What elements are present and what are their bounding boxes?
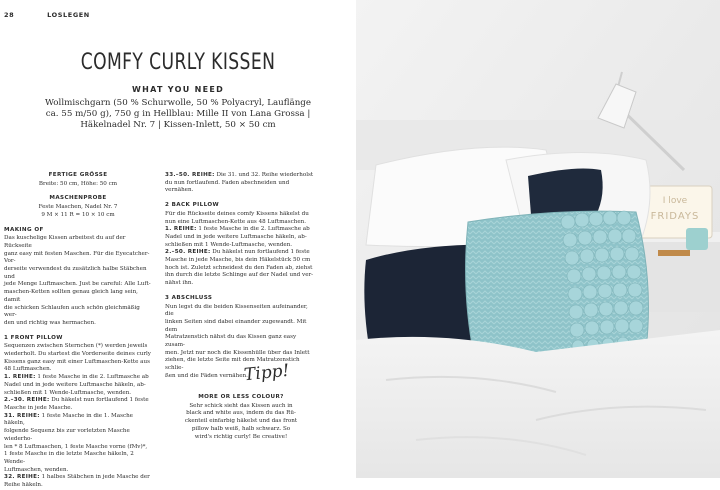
back-pillow-line bbox=[165, 280, 317, 288]
lightbox-line: I love bbox=[662, 196, 688, 206]
lightbox-line: FRIDAYS bbox=[650, 211, 700, 222]
row-label: 32. REIHE: bbox=[4, 474, 40, 481]
line-text: nähst ihn. bbox=[165, 280, 194, 287]
text-column-left bbox=[4, 172, 152, 490]
row-label: 1. REIHE: bbox=[165, 226, 197, 233]
back-pillow-line bbox=[165, 211, 317, 219]
materials-text bbox=[30, 98, 326, 132]
row-label: 1. REIHE: bbox=[4, 374, 36, 381]
cushion-photo bbox=[356, 0, 720, 478]
line-text: 1 feste Masche in die 2. Luftmasche ab bbox=[196, 226, 310, 233]
making-of-heading: MAKING OF bbox=[4, 226, 44, 233]
front-pillow-line bbox=[4, 451, 152, 466]
line-text: Du häkelst nun fortlaufend 1 feste bbox=[210, 249, 310, 256]
back-pillow-line bbox=[165, 265, 317, 273]
line-text: 1 halbes Stäbchen in jede Masche der bbox=[39, 474, 150, 481]
line-text: Reihe häkeln. bbox=[4, 482, 43, 489]
page-number: 28 bbox=[4, 11, 15, 19]
line-text: wiederholt. Du startest die Vorderseite deines curly bbox=[4, 351, 151, 358]
finish-heading: 3 ABSCHLUSS bbox=[165, 294, 213, 301]
row-label: 33.–50. REIHE: bbox=[165, 172, 215, 178]
materials-line: ca. 55 m/50 g), 750 g in Hellblau: Mille II von Lana Grossa | bbox=[45, 109, 311, 120]
front-pillow-line bbox=[4, 467, 152, 475]
front-pillow-line bbox=[4, 397, 152, 405]
size-heading: FERTIGE GRÖSSE bbox=[48, 172, 108, 178]
front-pillow-line bbox=[4, 374, 152, 382]
tip-line: ckenteil einfarbig häkelst und das front bbox=[184, 418, 298, 425]
line-text: folgende Sequenz bis zur vorletzten Masche wiederho- bbox=[4, 428, 130, 442]
front-pillow-line bbox=[4, 366, 152, 374]
line-text: Masche in jede Masche, bis dein Häkelstück 50 cm bbox=[165, 257, 311, 264]
making-of-line: jede Menge Luftmaschen. Just be careful: Alle Luft- bbox=[4, 281, 151, 288]
line-text: Die 31. und 32. Reihe wiederholst bbox=[214, 172, 314, 178]
rows-continued-text bbox=[165, 172, 317, 195]
line-text: Nadel und in jede weitere Luftmasche häkeln, ab- bbox=[165, 233, 307, 240]
front-pillow-text bbox=[4, 343, 152, 489]
line-text: schließen mit 1 Wende-Luftmasche, wenden. bbox=[4, 389, 132, 396]
front-pillow-line bbox=[4, 351, 152, 359]
front-pillow-line bbox=[4, 390, 152, 398]
gauge-heading: MASCHENPROBE bbox=[49, 195, 107, 202]
making-of-line: den und richtig was hermachen. bbox=[4, 319, 96, 326]
making-of-line: Das kuschelige Kissen arbeitest du auf der Rückseite bbox=[4, 235, 126, 249]
tip-heading: MORE OR LESS COLOUR? bbox=[198, 394, 284, 400]
gauge-line: Feste Maschen, Nadel Nr. 7 bbox=[38, 204, 118, 211]
bedroom-photo-illustration bbox=[356, 0, 720, 478]
tip-line: wird's richtig curly! Be creative! bbox=[194, 433, 288, 440]
finish-text bbox=[165, 304, 317, 381]
tip-box bbox=[175, 388, 307, 441]
rows-continued-line bbox=[165, 172, 317, 180]
finish-line: Matratzenstich nähst du das Kissen ganz easy zusam- bbox=[165, 334, 297, 349]
front-pillow-heading: 1 FRONT PILLOW bbox=[4, 334, 63, 341]
tip-text bbox=[175, 403, 307, 442]
section-name: LOSLEGEN bbox=[47, 11, 90, 19]
tip-line: Sehr schick sieht das Kissen auch in bbox=[189, 402, 293, 409]
rows-continued-line bbox=[165, 180, 317, 195]
line-text: Luftmaschen, wenden. bbox=[4, 466, 69, 473]
line-text: nun eine Luftmaschen-Kette aus 48 Luftmaschen. bbox=[165, 218, 307, 225]
size-text: Breite: 50 cm, Höhe: 50 cm bbox=[38, 180, 118, 187]
pattern-title: COMFY CURLY KISSEN bbox=[80, 50, 276, 75]
gauge-line: 9 M × 11 R = 10 × 10 cm bbox=[41, 211, 115, 218]
text-column-right bbox=[165, 172, 317, 381]
line-text: len * 8 Luftmaschen, 1 feste Masche vorne (fMv)*, bbox=[4, 443, 148, 450]
line-text: hoch ist. Zuletzt schneidest du den Faden ab, ziehst bbox=[165, 264, 313, 271]
tip-script-label: Tipp! bbox=[243, 360, 291, 386]
line-text: Masche in jede Masche. bbox=[4, 404, 73, 411]
front-pillow-line bbox=[4, 474, 152, 482]
back-pillow-line bbox=[165, 257, 317, 265]
back-pillow-line bbox=[165, 272, 317, 280]
row-label: 2.–30. REIHE: bbox=[4, 397, 50, 404]
back-pillow-heading: 2 BACK PILLOW bbox=[165, 202, 220, 209]
back-pillow-line bbox=[165, 242, 317, 250]
front-pillow-line bbox=[4, 343, 152, 351]
materials-heading: WHAT YOU NEED bbox=[131, 85, 225, 94]
left-page bbox=[0, 0, 356, 489]
front-pillow-line bbox=[4, 405, 152, 413]
front-pillow-line bbox=[4, 359, 152, 367]
front-pillow-line bbox=[4, 482, 152, 490]
line-text: 1 feste Masche in die 1. Masche häkeln, bbox=[4, 412, 133, 427]
back-pillow-text bbox=[165, 211, 317, 288]
front-pillow-line bbox=[4, 413, 152, 428]
materials-line: Wollmischgarn (50 % Schurwolle, 50 % Polyacryl, Lauflänge bbox=[44, 98, 312, 108]
finish-line: men. Jetzt nur noch die Kissenhülle über das Inlett bbox=[165, 349, 310, 356]
line-text: 1 feste Masche in die letzte Masche häkeln, 2 Wende- bbox=[4, 451, 134, 465]
making-of-line: derseite verwendest du zusätzlich halbe Stäbchen und bbox=[4, 266, 147, 280]
page-header bbox=[4, 11, 90, 19]
front-pillow-line bbox=[4, 382, 152, 390]
finish-line: Nun legst du die beiden Kissenseiten aufeinander, die bbox=[165, 303, 308, 318]
back-pillow-line bbox=[165, 234, 317, 242]
tip-line: pillow halb weiß, halb schwarz. So bbox=[191, 425, 291, 432]
back-pillow-line bbox=[165, 226, 317, 234]
line-text: Du häkelst nun fortlaufend 1 feste bbox=[49, 397, 149, 404]
back-pillow-line bbox=[165, 219, 317, 227]
line-text: 1 feste Masche in die 2. Luftmasche ab bbox=[35, 374, 149, 381]
making-of-line: ganz easy mit festen Maschen. Für die Eyecatcher-Vor- bbox=[4, 250, 150, 265]
line-text: ihn durch die letzte Schlinge auf der Nadel und ver- bbox=[165, 272, 314, 279]
line-text: Kissens ganz easy mit einer Luftmaschen-Kette aus bbox=[4, 358, 150, 365]
finish-line: ßen und die Fäden vernähen. bbox=[165, 372, 248, 379]
line-text: Sequenzen zwischen Sternchen (*) werden jeweils bbox=[4, 343, 148, 350]
line-text: Nadel und in jede weitere Luftmasche häkeln, ab- bbox=[4, 381, 146, 388]
row-label: 2.–50. REIHE: bbox=[165, 249, 211, 256]
finish-line: ziehen, die letzte Seite mit dem Matratzenstich schlie- bbox=[165, 357, 300, 372]
line-text: schließen mit 1 Wende-Luftmasche, wenden. bbox=[165, 241, 293, 248]
front-pillow-line bbox=[4, 444, 152, 452]
making-of-text bbox=[4, 235, 152, 327]
row-label: 31. REIHE: bbox=[4, 412, 40, 419]
making-of-line: die schicken Schlaufen auch schön gleichmäßig wer- bbox=[4, 304, 140, 319]
making-of-line: maschen-Ketten sollten genau gleich lang sein, damit bbox=[4, 289, 138, 303]
finish-line: linken Seiten sind dabei einander zugewandt. Mit dem bbox=[165, 318, 307, 333]
back-pillow-line bbox=[165, 249, 317, 257]
tip-line: black and white aus, indem du das Rü- bbox=[186, 410, 296, 417]
materials-line: Häkelnadel Nr. 7 | Kissen-Inlett, 50 × 50 cm bbox=[80, 120, 276, 131]
front-pillow-line bbox=[4, 428, 152, 443]
line-text: du nun fortlaufend. Faden abschneiden und vernähen. bbox=[165, 179, 290, 194]
line-text: 48 Luftmaschen. bbox=[4, 366, 52, 373]
line-text: Für die Rückseite deines comfy Kissens häkelst du bbox=[165, 210, 309, 217]
